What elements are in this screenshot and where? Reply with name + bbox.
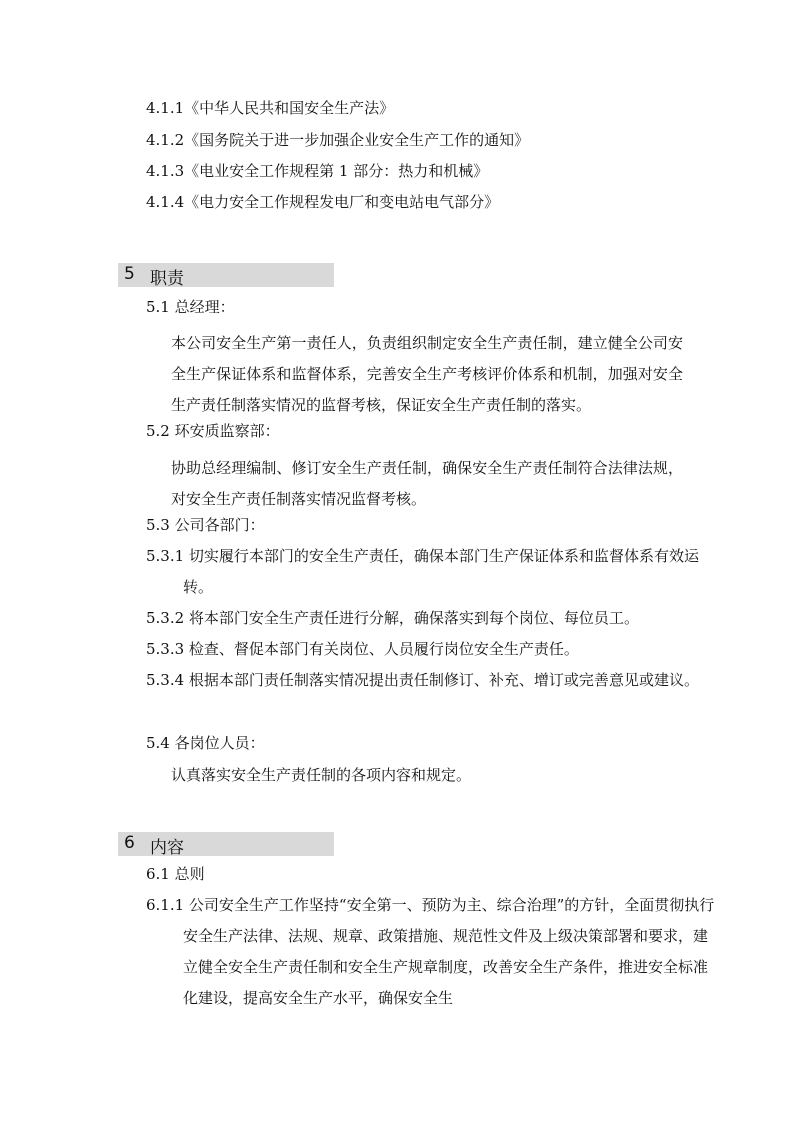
- reference-item: 4.1.3《电业安全工作规程第 1 部分：热力和机械》: [146, 162, 489, 180]
- section-heading: [118, 832, 334, 856]
- paragraph: 认真落实安全生产责任制的各项内容和规定。: [171, 766, 472, 784]
- section-number: 6: [124, 833, 135, 853]
- list-item: 5.3.1 切实履行本部门的安全生产责任，确保本部门生产保证体系和监督体系有效运转。: [146, 547, 699, 596]
- section-title: 职责: [150, 269, 184, 289]
- list-item: 5.3.3 检查、督促本部门有关岗位、人员履行岗位安全生产责任。: [146, 640, 579, 658]
- paragraph: 协助总经理编制、修订安全生产责任制，确保安全生产责任制符合法律法规，对安全生产责任制落实情况监督考核。: [171, 459, 683, 508]
- subsection-heading: 5.4 各岗位人员：: [146, 734, 265, 752]
- section-number: 5: [124, 264, 135, 284]
- list-item: 5.3.2 将本部门安全生产责任进行分解，确保落实到每个岗位、每位员工。: [146, 609, 639, 627]
- reference-item: 4.1.2《国务院关于进一步加强企业安全生产工作的通知》: [146, 131, 530, 149]
- subsection-heading: 5.2 环安质监察部：: [146, 422, 280, 440]
- subsection-heading: 6.1 总则: [146, 865, 205, 883]
- subsection-heading: 5.3 公司各部门：: [146, 516, 265, 534]
- list-item: 5.3.4 根据本部门责任制落实情况提出责任制修订、补充、增订或完善意见或建议。: [146, 671, 699, 689]
- list-item: 6.1.1 公司安全生产工作坚持“安全第一、预防为主、综合治理”的方针，全面贯彻执行安全生产法律、法规、规章、政策措施、规范性文件及上级决策部署和要求，建立健全安全生产责任制和安全生产规章制度，改善安全生产条件，推进安全标准化建设，提高安全生产水平，确保安全生: [146, 896, 715, 1007]
- section-title: 内容: [150, 838, 184, 858]
- reference-item: 4.1.4《电力安全工作规程发电厂和变电站电气部分》: [146, 193, 500, 211]
- subsection-heading: 5.1 总经理：: [146, 298, 235, 316]
- reference-item: 4.1.1《中华人民共和国安全生产法》: [146, 99, 395, 117]
- section-heading: [118, 263, 334, 287]
- paragraph: 本公司安全生产第一责任人，负责组织制定安全生产责任制，建立健全公司安全生产保证体系和监督体系，完善安全生产考核评价体系和机制，加强对安全生产责任制落实情况的监督考核，保证安全生产责任制的落实。: [171, 334, 683, 414]
